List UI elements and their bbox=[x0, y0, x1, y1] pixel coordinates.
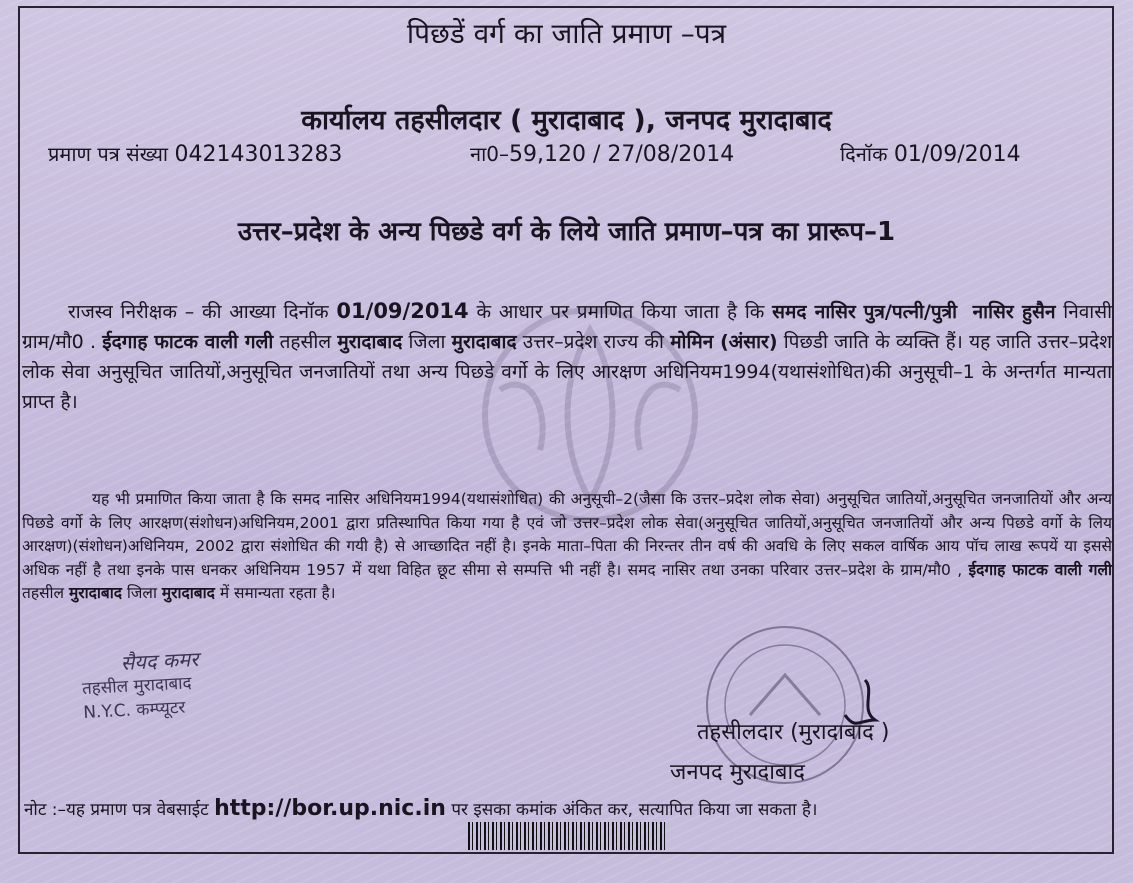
reference-value: 59,120 / 27/08/2014 bbox=[509, 142, 735, 167]
para2-text-4: में समान्यता रहता है। bbox=[219, 584, 336, 602]
para1-text-2: के आधार पर प्रमाणित किया जाता है कि bbox=[476, 301, 765, 323]
note-prefix: नोट :–यह प्रमाण पत्र वेबसाईट bbox=[24, 800, 209, 820]
certificate-heading: पिछडें वर्ग का जाति प्रमाण –पत्र bbox=[406, 17, 727, 50]
operator-signature: सैयद कमर bbox=[120, 646, 199, 676]
operator-stamp-line-1: तहसील मुरादाबाद bbox=[81, 673, 193, 700]
para1-text-5: जिला bbox=[408, 331, 446, 353]
family-district: मुरादाबाद bbox=[161, 584, 215, 602]
form-title: उत्तर–प्रदेश के अन्य पिछडे वर्ग के लिये जाति प्रमाण–पत्र का प्रारूप–1 bbox=[237, 217, 896, 247]
operator-stamp bbox=[80, 647, 201, 725]
issue-date-label: दिनॉक bbox=[840, 142, 888, 166]
relation-label: पुत्र/पत्नी/पुत्री bbox=[863, 301, 958, 323]
certificate-number-label: प्रमाण पत्र संख्या bbox=[48, 142, 169, 166]
verification-note bbox=[24, 796, 817, 821]
operator-stamp-line-2: N.Y.C. कम्प्यूटर bbox=[82, 697, 186, 724]
para1-text-7: पिछडी जाति के व्यक्ति हैं। यह जाति उत्तर–प्रदेश लोक सेवा अनुसूचित जातियों,अनुसूचित जनजातियों तथा अन्य पिछडे वर्गो के लिए आरक्षण अधिनियम1994(यथासंशोधित)की अनुसूची–1 के अन्तर्गत मान्यता प्राप्त है। bbox=[22, 331, 1113, 413]
paragraph-caste-certification bbox=[22, 296, 1112, 417]
applicant-district: मुरादाबाद bbox=[451, 331, 517, 353]
note-suffix: पर इसका कमांक अंकित कर, सत्यापित किया जा सकता है। bbox=[451, 800, 818, 820]
para2-text-2: तहसील bbox=[22, 584, 65, 602]
barcode bbox=[468, 822, 666, 850]
family-tehsil: मुरादाबाद bbox=[69, 584, 122, 602]
applicant-address: ईदगाह फाटक वाली गली bbox=[102, 331, 274, 353]
signatory-district: जनपद मुरादाबाद bbox=[670, 760, 805, 785]
para1-text-3: निवासी ग्राम/मौ0 . bbox=[22, 301, 1112, 353]
applicant-tehsil: मुरादाबाद bbox=[337, 331, 403, 353]
applicant-caste: मोमिन (अंसार) bbox=[670, 331, 778, 353]
issue-date bbox=[840, 140, 1021, 167]
verification-link[interactable]: http://bor.up.nic.in bbox=[214, 796, 446, 821]
family-address: ईदगाह फाटक वाली गली bbox=[968, 560, 1112, 579]
para1-text-1: राजस्व निरीक्षक – की आख्या दिनॉक bbox=[68, 301, 329, 323]
applicant-name: समद नासिर bbox=[772, 301, 856, 323]
office-title: कार्यालय तहसीलदार ( मुरादाबाद ), जनपद मुरादाबाद bbox=[301, 105, 832, 136]
certificate-number-value: 042143013283 bbox=[174, 142, 343, 167]
signatory-title: तहसीलदार (मुरादाबाद ) bbox=[697, 720, 890, 745]
para2-text-3: जिला bbox=[126, 584, 157, 602]
para1-text-4: तहसील bbox=[279, 331, 332, 353]
certificate-number bbox=[48, 140, 342, 167]
para2-text-1: यह भी प्रमाणित किया जाता है कि समद नासिर अधिनियम1994(यथासंशोधित) की अनुसूची–2(जैसा कि उत्तर–प्रदेश लोक सेवा) अनुसूचित जातियों,अनुसूचित जनजातियों और अन्य पिछडे वर्गो के लिए आरक्षण(संशोधन)अधिनियम,2001 द्वारा प्रतिस्थापित किया गया है एवं जो उत्तर–प्रदेश लोक सेवा(अनुसूचित जातियों,अनुसूचित जनजातियों और अन्य पिछडे वर्गो के लिय आरक्षण)(संशोधन)अधिनियम, 2002 द्वारा संशोधित की गयी है) से आच्छादित नहीं है। इनके माता–पिता की निरन्तर तीन वर्ष की अवधि के लिए सकल वार्षिक आय पॉच लाख रूपयें या इससे अधिक नहीं है तथा इनके पास धनकर अधिनियम 1957 में यथा विहित छूट सीमा से सम्पत्ति भी नहीं है। समद नासिर तथा उनका परिवार उत्तर–प्रदेश के ग्राम/मौ0 , bbox=[22, 490, 1112, 579]
reference-number bbox=[470, 140, 734, 167]
paragraph-creamy-layer bbox=[22, 488, 1112, 606]
father-name: नासिर हुसैन bbox=[972, 301, 1056, 323]
para1-text-6: उत्तर–प्रदेश राज्य की bbox=[522, 331, 664, 353]
issue-date-value: 01/09/2014 bbox=[893, 142, 1021, 167]
report-date: 01/09/2014 bbox=[336, 299, 469, 323]
reference-label: ना0– bbox=[470, 142, 510, 166]
